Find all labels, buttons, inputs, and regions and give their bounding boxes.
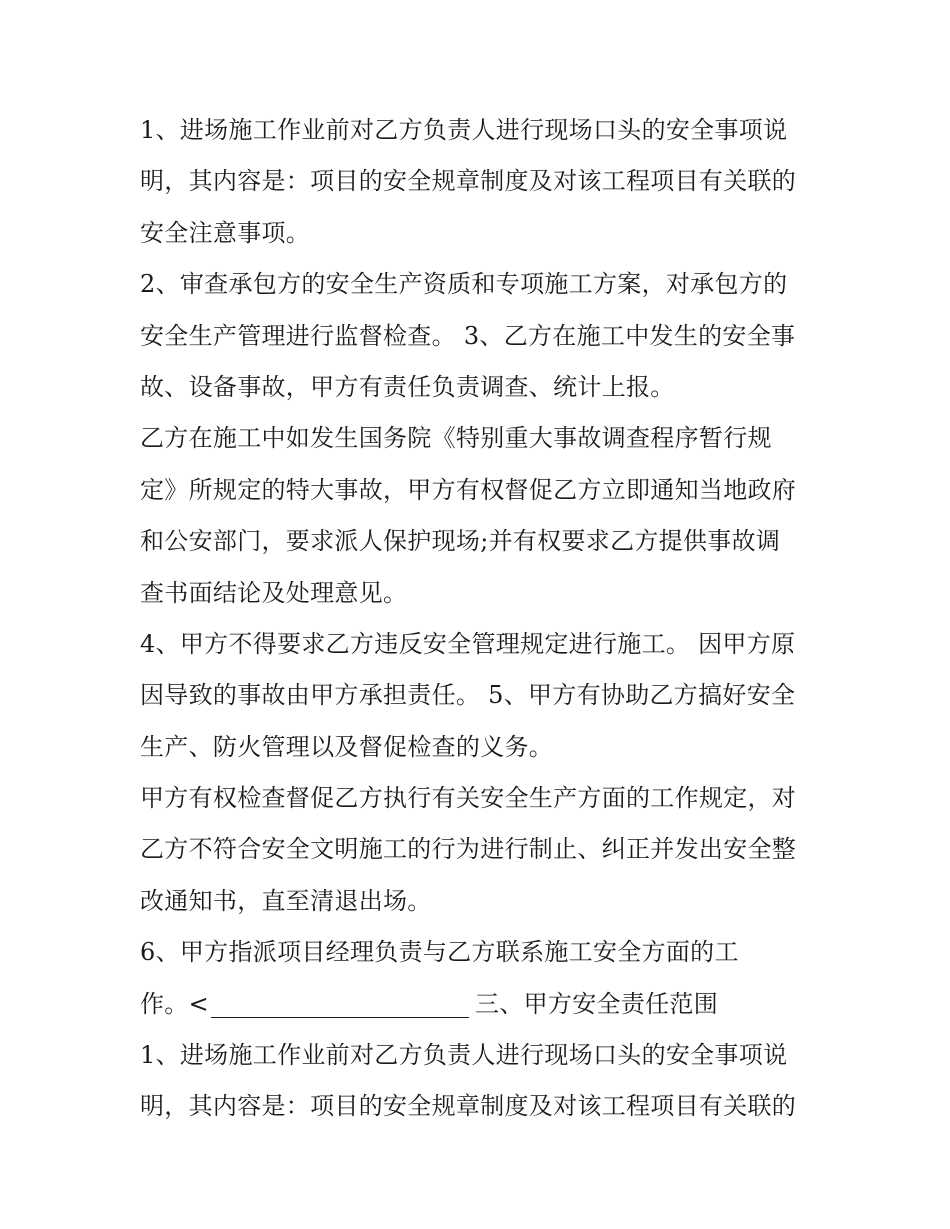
text-line: 因导致的事故由甲方承担责任。 5、甲方有协助乙方搞好安全 bbox=[140, 681, 796, 710]
text-line: 4、甲方不得要求乙方违反安全管理规定进行施工。 因甲方原 bbox=[140, 629, 796, 658]
document-body bbox=[140, 105, 820, 1133]
text-line: 甲方有权检查督促乙方执行有关安全生产方面的工作规定，对 bbox=[140, 784, 797, 813]
text-line: 安全注意事项。 bbox=[140, 218, 311, 247]
text-line: 明，其内容是：项目的安全规章制度及对该工程项目有关联的 bbox=[140, 167, 797, 196]
fill-in-prefix: 作。< bbox=[140, 989, 210, 1018]
fill-in-blank[interactable] bbox=[211, 989, 469, 1018]
text-line: 1、进场施工作业前对乙方负责人进行现场口头的安全事项说 bbox=[140, 116, 788, 144]
text-line: 生产、防火管理以及督促检查的义务。 bbox=[140, 732, 554, 761]
text-line: 安全生产管理进行监督检查。 3、乙方在施工中发生的安全事 bbox=[140, 321, 796, 350]
text-line: 改通知书，直至清退出场。 bbox=[140, 886, 432, 915]
section-heading: 三、甲方安全责任范围 bbox=[475, 989, 719, 1018]
text-line: 明，其内容是：项目的安全规章制度及对该工程项目有关联的 bbox=[140, 1092, 797, 1121]
text-line: 定》所规定的特大事故，甲方有权督促乙方立即通知当地政府 bbox=[140, 475, 797, 504]
text-line: 查书面结论及处理意见。 bbox=[140, 578, 408, 607]
text-line: 故、设备事故，甲方有责任负责调查、统计上报。 bbox=[140, 372, 675, 401]
text-line: 1、进场施工作业前对乙方负责人进行现场口头的安全事项说 bbox=[140, 1041, 788, 1070]
text-line: 乙方在施工中如发生国务院《特别重大事故调查程序暂行规 bbox=[140, 424, 772, 453]
fill-in-line bbox=[140, 979, 820, 1030]
text-line: 6、甲方指派项目经理负责与乙方联系施工安全方面的工 bbox=[140, 938, 739, 967]
text-line: 乙方不符合安全文明施工的行为进行制止、纠正并发出安全整 bbox=[140, 835, 797, 864]
text-line: 和公安部门，要求派人保护现场;并有权要求乙方提供事故调 bbox=[140, 527, 781, 556]
text-line: 2、审查承包方的安全生产资质和专项施工方案，对承包方的 bbox=[140, 270, 788, 299]
